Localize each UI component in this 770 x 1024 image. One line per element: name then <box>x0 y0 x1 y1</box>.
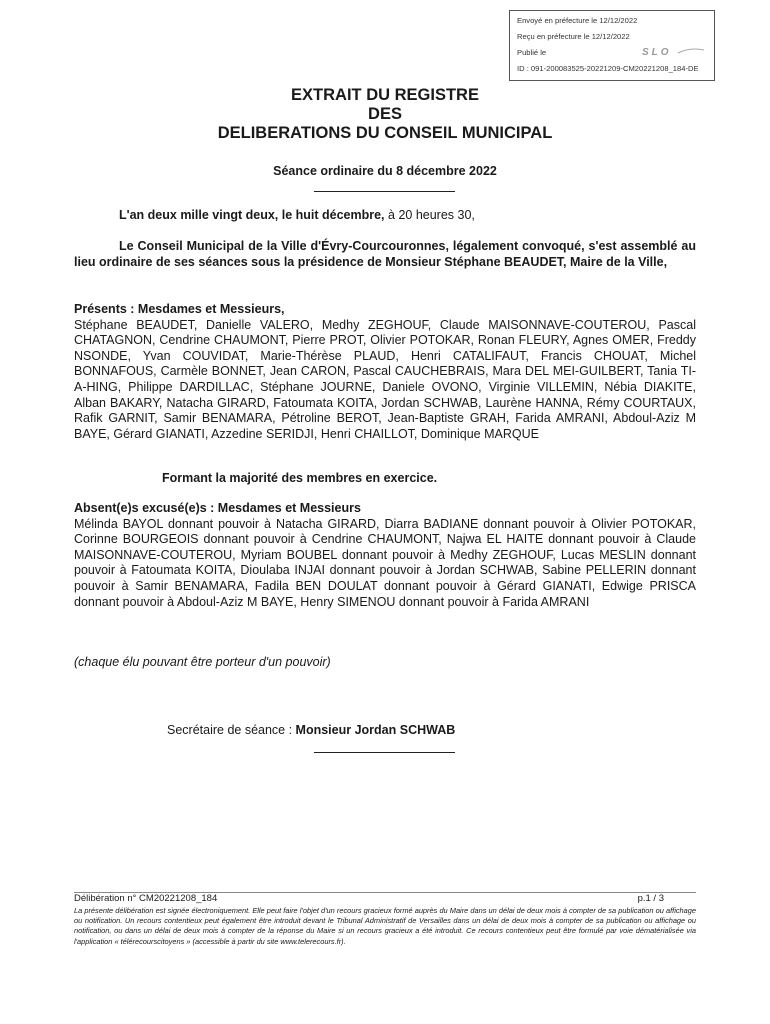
majority-line: Formant la majorité des membres en exercice. <box>162 471 438 485</box>
stamp-published: Publié le <box>517 48 547 57</box>
page-title <box>0 86 770 143</box>
date-bold: L'an deux mille vingt deux, le huit décembre, <box>119 208 385 222</box>
deliberation-number: Délibération n° CM20221208_184 <box>74 893 218 904</box>
slo-logo-text: SLO <box>642 47 672 57</box>
date-paragraph <box>74 208 696 224</box>
absent-names: Mélinda BAYOL donnant pouvoir à Natacha GIRARD, Diarra BADIANE donnant pouvoir à Olivier POTOKAR, Corinne BOURGEOIS donnant pouvoir à Cendrine CHAUMONT, Najwa EL HAITE donnant pouvoir à Claude MAISONNAVE-COUTEROU, Myriam BOUBEL donnant pouvoir à Medhy ZEGHOUF, Lucas MESLIN donnant pouvoir à Fatoumata KOITA, Dioulaba INJAI donnant pouvoir à Jordan SCHWAB, Sabine PELLERIN donnant pouvoir à Samir BENAMARA, Fadila BEN DOULAT donnant pouvoir à Gérard GIANATI, Edwige PRISCA donnant pouvoir à Abdoul-Aziz M BAYE, Henry SIMENOU donnant pouvoir à Farida AMRANI <box>74 516 696 609</box>
council-paragraph: Le Conseil Municipal de la Ville d'Évry-Courcouronnes, légalement convoqué, s'est assemblé au lieu ordinaire de ses séances sous la présidence de Monsieur Stéphane BEAUDET, Maire de la Ville, <box>74 239 696 269</box>
proxy-note: (chaque élu pouvant être porteur d'un pouvoir) <box>74 655 331 669</box>
title-line-3: DELIBERATIONS DU CONSEIL MUNICIPAL <box>217 124 553 142</box>
stamp-sent: Envoyé en préfecture le 12/12/2022 <box>517 16 638 25</box>
present-names: Stéphane BEAUDET, Danielle VALERO, Medhy ZEGHOUF, Claude MAISONNAVE-COUTEROU, Pascal CHATAGNON, Cendrine CHAUMONT, Pierre PROT, Olivier POTOKAR, Ronan FLEURY, Agnes OMER, Freddy NSONDE, Yvan COUVIDAT, Marie-Thérèse PLAUD, Henri CATALIFAUT, Francis CHOUAT, Michel BONNAFOUS, Carmèle BONNET, Jean CARON, Pascal CAUCHEBRAIS, Mara DEL MEI-GUILBERT, Tania TI-A-HING, Philippe DARDILLAC, Stéphane JOURNE, Daniele OVONO, Virginie VILLEMIN, Nébia DIAKITE, Alban BAKARY, Natacha GIRARD, Fatoumata KOITA, Jordan SCHWAB, Laurène HANNA, Rémy COURTAUX, Rafik GARNIT, Samir BENAMARA, Pétroline BEROT, Jean-Baptiste GRAH, Farida AMRANI, Abdoul-Aziz M BAYE, Gérard GIANATI, Azzedine SERIDJI, Henri CHAILLOT, Dominique MARQUE <box>74 317 696 441</box>
stamp-received: Reçu en préfecture le 12/12/2022 <box>517 32 630 41</box>
page-number: p.1 / 3 <box>637 893 664 904</box>
secretary-label: Secrétaire de séance : <box>167 723 296 737</box>
prefecture-stamp <box>509 10 715 81</box>
footer-reference <box>74 893 696 904</box>
secretary-line <box>167 723 667 739</box>
present-heading: Présents : Mesdames et Messieurs, <box>74 302 285 316</box>
title-line-2: DES <box>368 105 402 123</box>
secretary-divider <box>314 752 455 753</box>
session-heading: Séance ordinaire du 8 décembre 2022 <box>273 164 497 178</box>
secretary-name: Monsieur Jordan SCHWAB <box>295 723 456 737</box>
session-divider <box>314 191 455 192</box>
absent-heading: Absent(e)s excusé(e)s : Mesdames et Messieurs <box>74 501 361 515</box>
date-rest: à 20 heures 30, <box>384 208 475 222</box>
stamp-id: ID : 091-200083525-20221209-CM20221208_184-DE <box>517 64 699 73</box>
slo-logo-icon <box>640 45 706 57</box>
legal-notice: La présente délibération est signée électroniquement. Elle peut faire l'objet d'un recours gracieux formé auprès du Maire dans un délai de deux mois à compter de sa publication ou affichage ou notification. Un recours contentieux peut également être introduit devant le Tribunal Administratif de Versailles dans un délai de deux mois à compter de sa publication ou affichage ou notification, ou dans un délai de deux mois à compter de la réponse du Maire si un recours gracieux a été introduit. Ce recours contentieux peut être formulé par voie dématérialisée via l'application « télérecourscitoyens » (accessible à partir du site www.telerecours.fr). <box>74 906 696 946</box>
title-line-1: EXTRAIT DU REGISTRE <box>291 86 479 104</box>
